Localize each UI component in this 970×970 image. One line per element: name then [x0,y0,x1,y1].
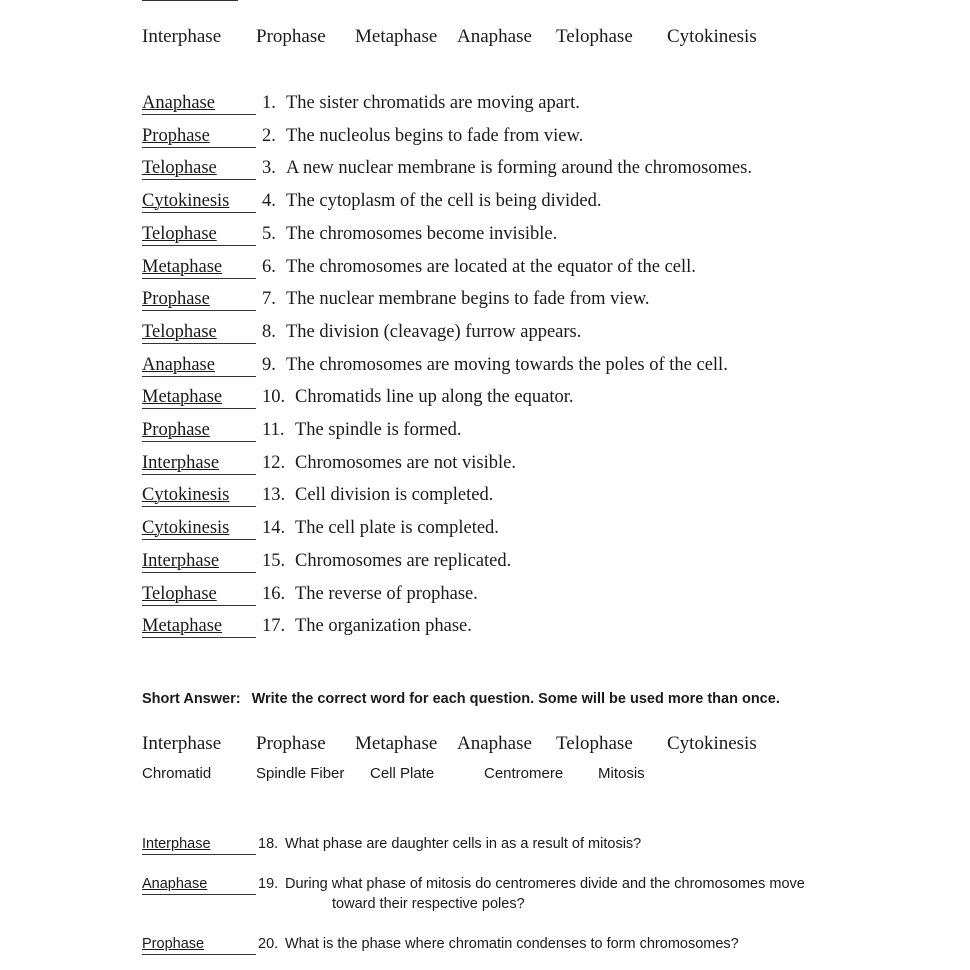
question-text: What is the phase where chromatin condenses to form chromosomes? [285,936,739,952]
word-bank-item: Interphase [142,733,222,754]
question-number: 10. [262,387,286,408]
word-bank-item: Anaphase [457,26,532,47]
short-answer-label: Short Answer: [142,691,241,707]
question-number: 11. [262,420,285,440]
question-text-continuation: toward their respective poles? [332,896,525,912]
question-number: 4. [262,191,276,212]
answer-blank[interactable]: Telophase [142,321,256,344]
question-number: 13. [262,485,286,506]
question-number: 3. [262,158,276,179]
question-text: A new nuclear membrane is forming around the chromosomes. [286,158,752,179]
question-text: The reverse of prophase. [295,583,478,604]
word-bank-item: Centromere [484,765,564,782]
word-bank-item: Cell Plate [370,765,435,782]
answer-blank[interactable]: Prophase [142,288,256,311]
short-answer-heading [142,691,780,707]
answer-blank[interactable]: Cytokinesis [142,517,256,540]
question-text: The cell plate is completed. [295,518,499,539]
word-bank-item: Cytokinesis [667,733,757,754]
question-number: 9. [262,354,276,375]
answer-blank[interactable]: Anaphase [142,354,256,377]
word-bank-item: Metaphase [355,26,438,47]
question-text: The nucleolus begins to fade from view. [286,125,584,146]
question-text: The chromosomes are moving towards the poles of the cell. [286,354,728,375]
answer-blank[interactable]: Prophase [142,934,256,955]
question-number: 12. [262,452,286,473]
answer-blank[interactable]: Cytokinesis [142,484,256,507]
word-bank-item: Mitosis [598,765,645,782]
answer-blank[interactable]: Interphase [142,452,256,475]
question-text: The sister chromatids are moving apart. [286,93,580,113]
question-number: 15. [262,550,286,571]
question-number: 19. [258,876,279,892]
answer-blank[interactable]: Telophase [142,223,256,246]
question-text: Chromosomes are replicated. [295,550,512,571]
question-text: The division (cleavage) furrow appears. [286,321,582,342]
word-bank-item: Prophase [256,26,326,47]
question-text: The organization phase. [295,616,472,637]
question-number: 2. [262,125,276,146]
answer-blank[interactable]: Metaphase [142,256,256,279]
word-bank-item: Cytokinesis [667,26,757,47]
question-text: The cytoplasm of the cell is being divided. [286,191,602,212]
question-number: 20. [258,936,279,952]
answer-blank[interactable]: Telophase [142,157,256,180]
top-rule [142,0,238,1]
word-bank-item: Metaphase [355,733,438,754]
question-text: The nuclear membrane begins to fade from view. [286,289,650,310]
word-bank-item: Spindle Fiber [256,765,345,782]
question-number: 17. [262,616,286,637]
answer-blank[interactable]: Metaphase [142,615,256,638]
answer-blank[interactable]: Anaphase [142,874,256,895]
answer-blank[interactable]: Telophase [142,583,256,606]
word-bank-item: Prophase [256,733,326,754]
question-number: 18. [258,836,279,852]
word-bank-item: Telophase [556,733,633,754]
question-text: The chromosomes become invisible. [286,223,558,244]
question-number: 14. [262,518,286,539]
answer-blank[interactable]: Prophase [142,419,256,442]
answer-blank[interactable]: Metaphase [142,386,256,409]
question-text: During what phase of mitosis do centromeres divide and the chromosomes move [285,876,805,892]
question-number: 16. [262,583,286,604]
answer-blank[interactable]: Interphase [142,550,256,573]
word-bank-item: Interphase [142,26,222,47]
question-text: Chromosomes are not visible. [295,452,516,473]
short-answer-instruction: Write the correct word for each question. Some will be used more than once. [251,691,780,707]
question-number: 1. [262,93,276,113]
question-text: The chromosomes are located at the equator of the cell. [286,256,696,277]
answer-blank[interactable]: Interphase [142,834,256,855]
question-number: 8. [262,321,276,342]
question-text: Chromatids line up along the equator. [295,387,574,408]
question-number: 5. [262,223,276,244]
question-number: 7. [262,289,276,310]
question-text: The spindle is formed. [295,420,462,440]
word-bank-item: Anaphase [457,733,532,754]
answer-blank[interactable]: Anaphase [142,92,256,115]
word-bank-item: Telophase [556,26,633,47]
word-bank-item: Chromatid [142,765,212,782]
question-text: What phase are daughter cells in as a result of mitosis? [285,836,642,852]
question-number: 6. [262,256,276,277]
answer-blank[interactable]: Prophase [142,125,256,148]
question-text: Cell division is completed. [295,485,494,506]
answer-blank[interactable]: Cytokinesis [142,190,256,213]
